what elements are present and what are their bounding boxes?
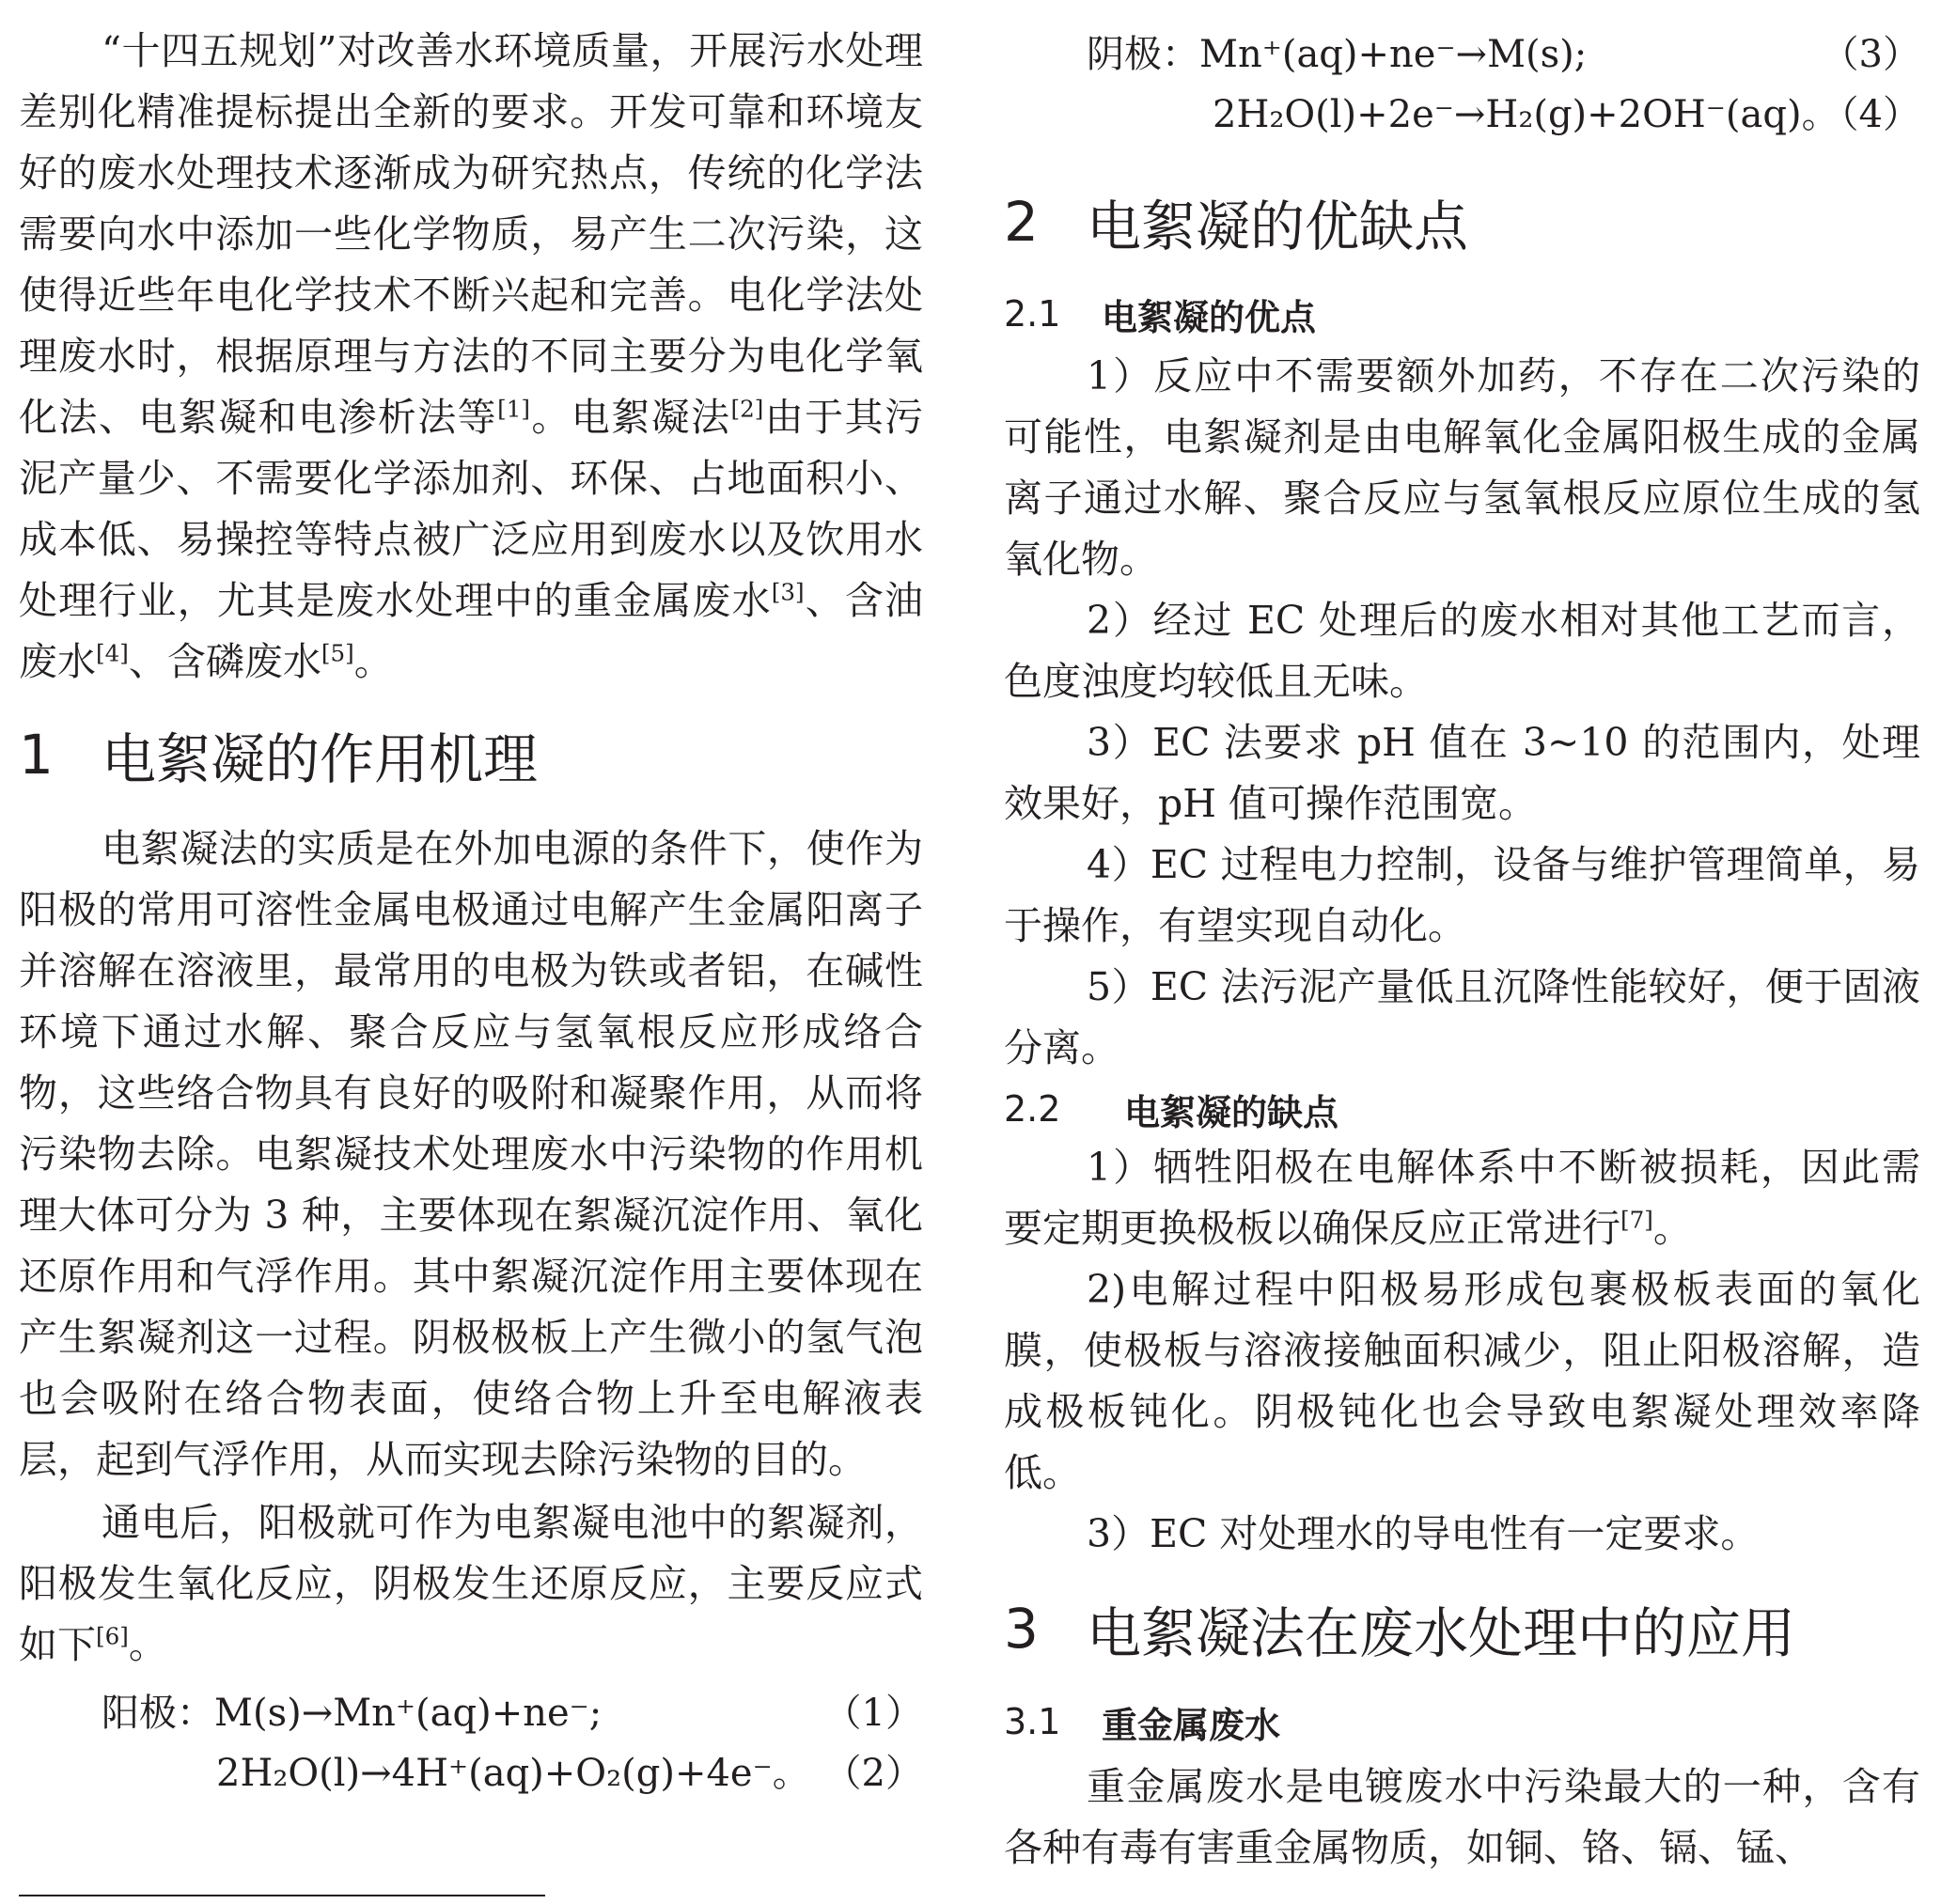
subsection-3-1-heading <box>1004 1694 1920 1749</box>
subsection-2-1-heading <box>1004 288 1920 340</box>
equation-2 <box>19 1743 923 1803</box>
right-column <box>1004 0 1920 1879</box>
advantage-item-2: 2）经过 EC 处理后的废水相对其他工艺而言，色度浊度均较低且无味。 <box>1004 598 1920 704</box>
section-2-heading <box>1004 184 1920 259</box>
advantage-item-3: 3）EC 法要求 pH 值在 3~10 的范围内，处理效果好，pH 值可操作范围宽。 <box>1004 720 1920 826</box>
subsection-3-1-title: 重金属废水 <box>1102 1704 1281 1746</box>
citation-2[interactable]: [2] <box>730 395 764 423</box>
equation-4-number: （4） <box>1821 93 1920 136</box>
advantage-item-5: 5）EC 法污泥产量低且沉降性能较好，便于固液分离。 <box>1004 964 1920 1070</box>
section-1-paragraph-2: 通电后，阳极就可作为电絮凝电池中的絮凝剂，阳极发生氧化反应，阴极发生还原反应，主要反应式如下[6]。 <box>19 1500 923 1667</box>
equation-3-formula: Mn⁺(aq)+ne⁻→M(s); <box>1199 33 1588 76</box>
subsection-2-2-title: 电絮凝的缺点 <box>1124 1091 1339 1133</box>
equation-3-number: （3） <box>1821 33 1920 76</box>
equation-1 <box>19 1683 923 1743</box>
equation-2-number: （2） <box>823 1752 923 1795</box>
section-2-number: 2 <box>1004 190 1039 254</box>
subsection-2-2-heading <box>1004 1081 1920 1137</box>
citation-3[interactable]: [3] <box>771 578 805 606</box>
section-3-heading <box>1004 1591 1920 1666</box>
subsection-2-1-title: 电絮凝的优点 <box>1102 296 1317 338</box>
section-1-number: 1 <box>19 723 54 787</box>
equation-label-cathode: 阴极： <box>1087 33 1199 76</box>
disadvantage-item-1: 1）牺牲阳极在电解体系中不断被损耗，因此需要定期更换极板以确保反应正常进行[7]。 <box>1004 1145 1920 1251</box>
section-3-1-paragraph: 重金属废水是电镀废水中污染最大的一种，含有各种有毒有害重金属物质，如铜、铬、镉、锰、 <box>1004 1764 1920 1870</box>
left-column <box>19 0 923 1803</box>
section-1-heading <box>19 717 923 792</box>
equation-1-formula: M(s)→Mn⁺(aq)+ne⁻; <box>214 1692 603 1735</box>
subsection-2-2-number: 2.2 <box>1004 1088 1061 1130</box>
advantage-item-1: 1）反应中不需要额外加药，不存在二次污染的可能性，电絮凝剂是由电解氧化金属阳极生成的金属离子通过水解、聚合反应与氢氧根反应原位生成的氢氧化物。 <box>1004 353 1920 582</box>
section-2-title: 电絮凝的优缺点 <box>1087 195 1469 258</box>
footnote-divider <box>19 1895 545 1896</box>
citation-1[interactable]: [1] <box>497 395 530 423</box>
citation-6[interactable]: [6] <box>96 1622 129 1650</box>
subsection-2-1-number: 2.1 <box>1004 293 1061 335</box>
equation-label-anode: 阳极： <box>102 1692 214 1735</box>
subsection-3-1-number: 3.1 <box>1004 1701 1061 1742</box>
section-1-title: 电絮凝的作用机理 <box>102 727 539 791</box>
citation-7[interactable]: [7] <box>1620 1206 1653 1234</box>
equation-2-formula: 2H₂O(l)→4H⁺(aq)+O₂(g)+4e⁻。 <box>216 1752 810 1795</box>
disadvantage-item-3: 3）EC 对处理水的导电性有一定要求。 <box>1087 1511 1760 1556</box>
equation-4 <box>1004 85 1920 145</box>
section-3-number: 3 <box>1004 1597 1039 1661</box>
equation-1-number: （1） <box>823 1692 923 1735</box>
citation-4[interactable]: [4] <box>96 639 129 667</box>
citation-5[interactable]: [5] <box>321 639 354 667</box>
disadvantage-item-2: 2)电解过程中阳极易形成包裹极板表面的氧化膜，使极板与溶液接触面积减少，阻止阳极溶解，造成极板钝化。阴极钝化也会导致电絮凝处理效率降低。 <box>1004 1267 1920 1495</box>
equation-3 <box>1004 24 1920 85</box>
advantage-item-4: 4）EC 过程电力控制，设备与维护管理简单，易于操作，有望实现自动化。 <box>1004 842 1920 948</box>
equation-4-formula: 2H₂O(l)+2e⁻→H₂(g)+2OH⁻(aq)。 <box>1213 93 1839 136</box>
section-3-title: 电絮凝法在废水处理中的应用 <box>1087 1601 1796 1665</box>
section-1-paragraph-1: 电絮凝法的实质是在外加电源的条件下，使作为阳极的常用可溶性金属电极通过电解产生金属阳离子并溶解在溶液里，最常用的电极为铁或者铝，在碱性环境下通过水解、聚合反应与氢氧根反应形成络合物，这些络合物具有良好的吸附和凝聚作用，从而将污染物去除。电絮凝技术处理废水中污染物的作用机理大体可分为 3 种，主要体现在絮凝沉淀作用、氧化还原作用和气浮作用。其中絮凝沉淀作用主要体现在产生絮凝剂这一过程。阴极极板上产生微小的氢气泡也会吸附在络合物表面，使络合物上升至电解液表层，起到气浮作用，从而实现去除污染物的目的。 <box>19 826 923 1482</box>
intro-paragraph: “十四五规划”对改善水环境质量，开展污水处理差别化精准提标提出全新的要求。开发可靠和环境友好的废水处理技术逐渐成为研究热点，传统的化学法需要向水中添加一些化学物质，易产生二次污染，这使得近些年电化学技术不断兴起和完善。电化学法处理废水时，根据原理与方法的不同主要分为电化学氧化法、电絮凝和电渗析法等[1]。电絮凝法[2]由于其污泥产量少、不需要化学添加剂、环保、占地面积小、成本低、易操控等特点被广泛应用到废水以及饮用水处理行业，尤其是废水处理中的重金属废水[3]、含油废水[4]、含磷废水[5]。 <box>19 28 924 684</box>
